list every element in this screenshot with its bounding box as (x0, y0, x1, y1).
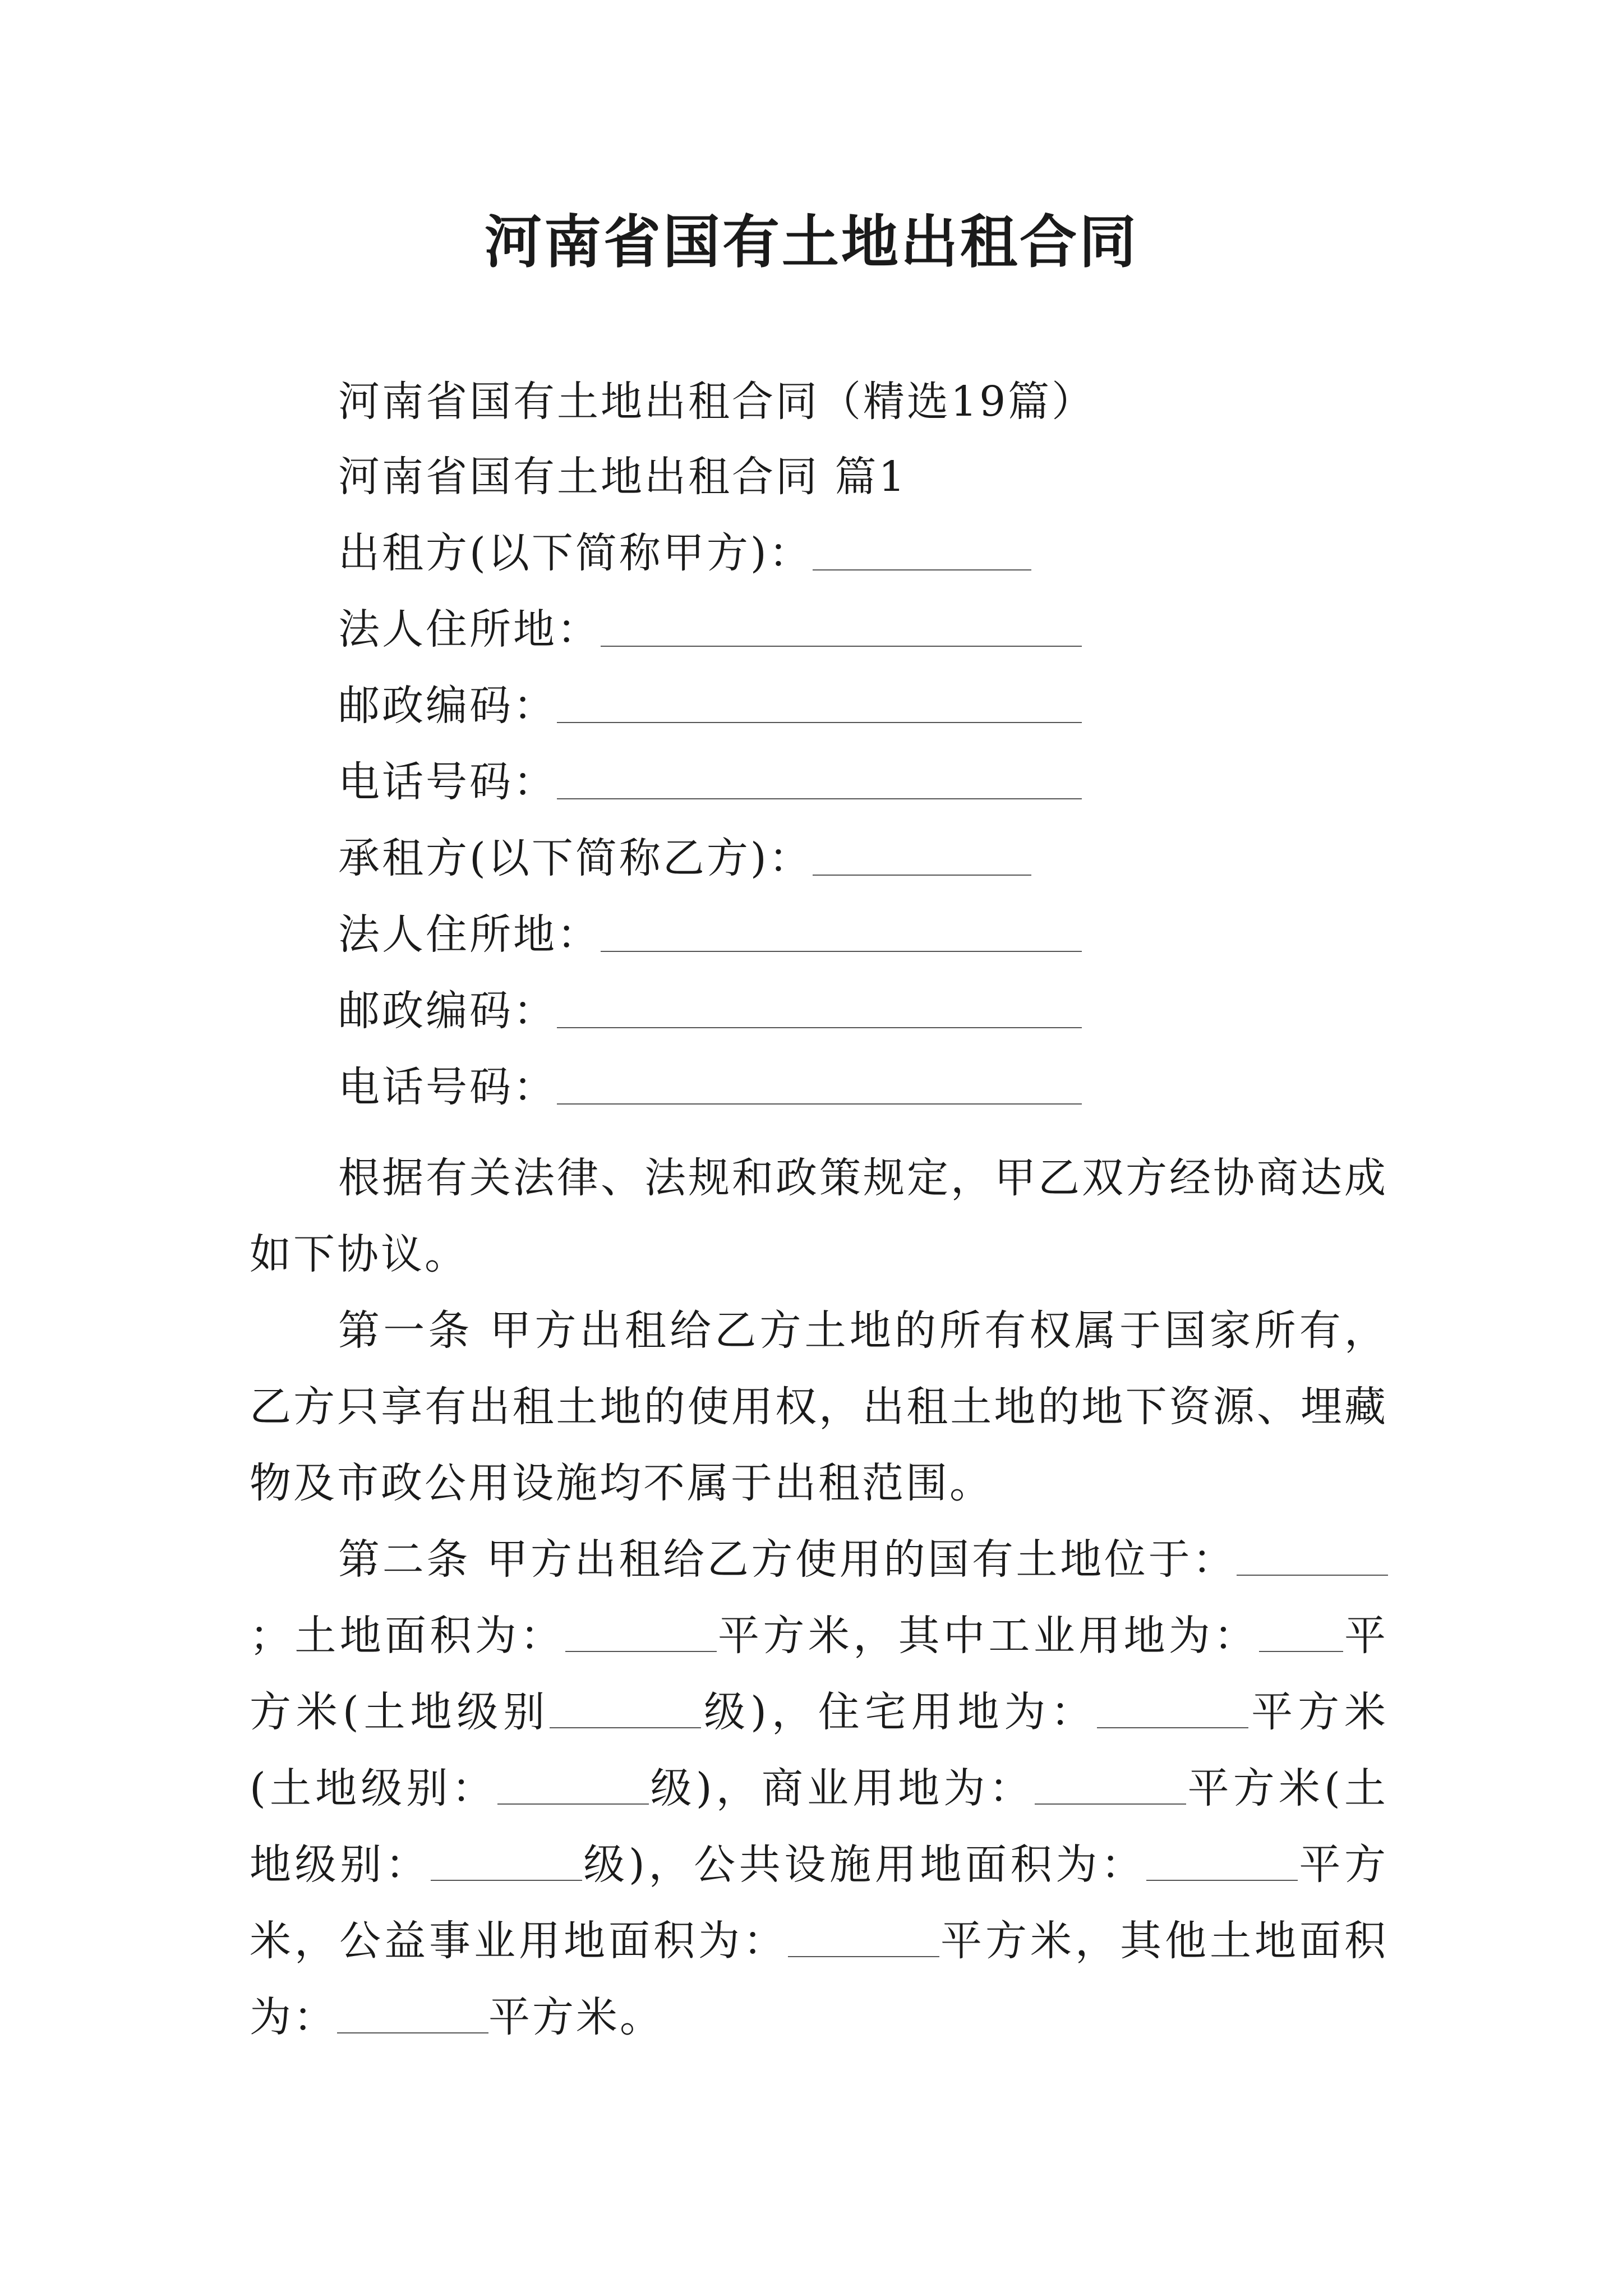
lessee-address-field (338, 907, 1082, 963)
article-2-part-d: 平方米(土地级别 (250, 1612, 1389, 1736)
article-2-part-b: ；土地面积为： (250, 1612, 565, 1660)
article-2-part-l: 平方米。 (488, 1993, 663, 2041)
lessee-postcode-blank[interactable] (557, 993, 1082, 1028)
section-heading: 河南省国有土地出租合同 篇1 (338, 453, 907, 501)
article-2-part-e: 级)，住宅用地为： (701, 1688, 1098, 1736)
industrial-grade-blank[interactable] (550, 1694, 701, 1728)
lessor-name-blank[interactable] (813, 536, 1031, 570)
article-2-part-g: 级)，商业用地为： (648, 1764, 1035, 1812)
public-welfare-area-blank[interactable] (788, 1922, 939, 1957)
lessee-address-label: 法人住所地： (338, 910, 601, 959)
location-blank[interactable] (1237, 1541, 1388, 1576)
lessee-name-field (338, 830, 1031, 886)
lessee-phone-label: 电话号码： (338, 1063, 557, 1111)
residential-grade-blank[interactable] (497, 1770, 649, 1805)
lessee-name-blank[interactable] (813, 841, 1031, 876)
intro-paragraph: 根据有关法律、法规和政策规定，甲乙双方经协商达成如下协议。 (250, 1154, 1388, 1278)
lessor-address-blank[interactable] (601, 612, 1082, 647)
residential-area-blank[interactable] (1097, 1694, 1248, 1728)
article-2-part-f: 平方米(土地级别： (250, 1688, 1389, 1812)
lessor-address-field (338, 601, 1082, 657)
article-1-paragraph: 第一条 甲方出租给乙方土地的所有权属于国家所有，乙方只享有出租土地的使用权，出租土地的地下资源、埋藏物及市政公用设施均不属于出租范围。 (250, 1306, 1388, 1507)
lessee-address-blank[interactable] (601, 917, 1082, 952)
article-2-part-h: 平方米(土地级别： (250, 1764, 1388, 1889)
lessor-name-label: 出租方(以下简称甲方)： (338, 529, 813, 577)
lessor-postcode-field (338, 678, 1082, 734)
article-2-part-k: 平方米，其他土地面积为： (250, 1917, 1388, 2041)
lessor-phone-label: 电话号码： (338, 758, 557, 806)
total-area-blank[interactable] (565, 1617, 717, 1652)
industrial-area-blank[interactable] (1259, 1617, 1343, 1652)
lessor-postcode-label: 邮政编码： (338, 682, 557, 730)
article-2-part-i: 级)，公共设施用地面积为： (582, 1841, 1146, 1889)
lessor-phone-blank[interactable] (557, 765, 1082, 799)
lessee-phone-blank[interactable] (557, 1070, 1082, 1105)
lessor-name-field (338, 525, 1031, 581)
article-2-part-a: 第二条 甲方出租给乙方使用的国有土地位于： (338, 1535, 1237, 1584)
lessee-postcode-field (338, 983, 1082, 1039)
lessee-name-label: 承租方(以下简称乙方)： (338, 834, 813, 882)
lessor-address-label: 法人住所地： (338, 605, 601, 654)
lessee-postcode-label: 邮政编码： (338, 987, 557, 1035)
commercial-grade-blank[interactable] (431, 1846, 582, 1881)
article-2-paragraph (250, 1521, 1388, 2055)
other-area-blank[interactable] (337, 1999, 488, 2033)
lessee-phone-field (338, 1059, 1082, 1115)
document-title: 河南省国有土地出租合同 (485, 209, 1138, 276)
public-facility-area-blank[interactable] (1146, 1846, 1298, 1881)
lessor-postcode-blank[interactable] (557, 688, 1082, 723)
commercial-area-blank[interactable] (1035, 1770, 1186, 1805)
article-2-part-j: 平方米，公益事业用地面积为： (250, 1841, 1388, 1965)
article-2-part-c: 平方米，其中工业用地为： (716, 1612, 1259, 1660)
lessor-phone-field (338, 754, 1082, 810)
document-subtitle: 河南省国有土地出租合同（精选19篇） (338, 378, 1096, 426)
